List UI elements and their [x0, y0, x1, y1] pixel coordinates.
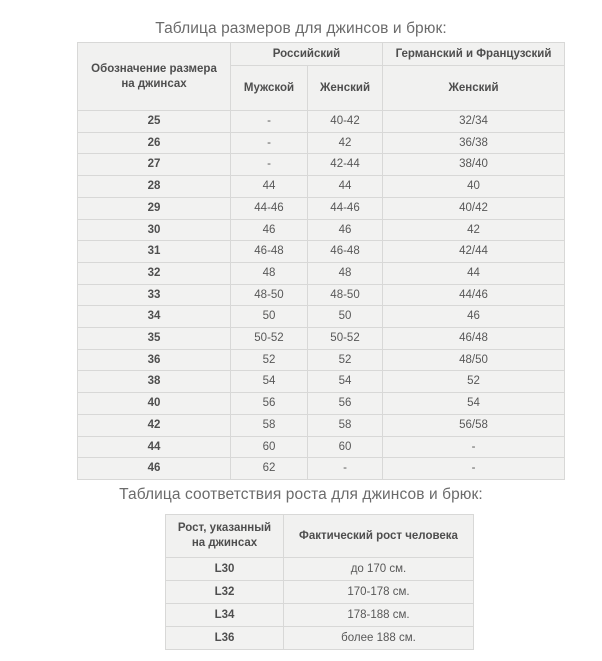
cell-ru-female: 56: [308, 393, 383, 415]
cell-ru-female: 44-46: [308, 197, 383, 219]
cell-ru-male: 50-52: [231, 328, 308, 350]
cell-de-fr: 36/38: [383, 132, 565, 154]
cell-ru-male: 50: [231, 306, 308, 328]
table-row: [78, 458, 565, 480]
cell-ru-female: 50: [308, 306, 383, 328]
size-code: 44: [78, 436, 231, 458]
cell-de-fr: 44/46: [383, 284, 565, 306]
size-code: 34: [78, 306, 231, 328]
sizes-header-group-row: [78, 43, 565, 66]
cell-ru-female: 52: [308, 349, 383, 371]
table-row: [78, 371, 565, 393]
actual-height: до 170 см.: [284, 558, 474, 581]
cell-ru-male: 58: [231, 414, 308, 436]
cell-ru-female: 54: [308, 371, 383, 393]
size-code: 31: [78, 241, 231, 263]
table-row: [78, 176, 565, 198]
cell-ru-female: 44: [308, 176, 383, 198]
height-code: L36: [166, 627, 284, 650]
cell-de-fr: 32/34: [383, 111, 565, 133]
cell-de-fr: 46: [383, 306, 565, 328]
table-row: [78, 197, 565, 219]
cell-ru-male: 48: [231, 262, 308, 284]
cell-ru-female: 46: [308, 219, 383, 241]
cell-ru-male: 46-48: [231, 241, 308, 263]
table-row: [78, 262, 565, 284]
cell-de-fr: 54: [383, 393, 565, 415]
sizes-header-corner-line2: на джинсах: [121, 77, 187, 90]
size-code: 29: [78, 197, 231, 219]
heights-header-corner-line1: Рост, указанный: [177, 522, 272, 534]
cell-ru-male: 56: [231, 393, 308, 415]
cell-de-fr: 38/40: [383, 154, 565, 176]
heights-header-actual: Фактический рост человека: [284, 515, 474, 558]
cell-ru-female: 48-50: [308, 284, 383, 306]
cell-de-fr: 44: [383, 262, 565, 284]
size-code: 25: [78, 111, 231, 133]
size-code: 38: [78, 371, 231, 393]
size-code: 28: [78, 176, 231, 198]
cell-ru-male: 46: [231, 219, 308, 241]
jeans-sizes-table: [77, 42, 565, 480]
cell-ru-male: 44: [231, 176, 308, 198]
height-code: L30: [166, 558, 284, 581]
cell-ru-female: 48: [308, 262, 383, 284]
cell-ru-female: 40-42: [308, 111, 383, 133]
heights-header-corner: [166, 515, 284, 558]
table-row: [166, 558, 474, 581]
actual-height: 170-178 см.: [284, 581, 474, 604]
cell-ru-female: 58: [308, 414, 383, 436]
table-row: [78, 111, 565, 133]
size-code: 46: [78, 458, 231, 480]
size-code: 30: [78, 219, 231, 241]
sizes-header-group-german-french: Германский и Французский: [383, 43, 565, 66]
table-row: [78, 306, 565, 328]
sizes-header-sub-male: Мужской: [231, 66, 308, 111]
height-code: L32: [166, 581, 284, 604]
jeans-heights-table: [165, 514, 474, 650]
size-code: 33: [78, 284, 231, 306]
cell-de-fr: 40: [383, 176, 565, 198]
table-row: [166, 627, 474, 650]
cell-de-fr: -: [383, 436, 565, 458]
heights-header-row: [166, 515, 474, 558]
table-row: [166, 604, 474, 627]
cell-ru-male: 62: [231, 458, 308, 480]
cell-de-fr: 42: [383, 219, 565, 241]
sizes-header-group-russian: Российский: [231, 43, 383, 66]
cell-ru-female: 60: [308, 436, 383, 458]
table-row: [78, 241, 565, 263]
cell-ru-female: 50-52: [308, 328, 383, 350]
size-code: 35: [78, 328, 231, 350]
size-code: 27: [78, 154, 231, 176]
actual-height: более 188 см.: [284, 627, 474, 650]
size-code: 42: [78, 414, 231, 436]
sizes-header-corner-line1: Обозначение размера: [91, 62, 217, 75]
cell-ru-female: -: [308, 458, 383, 480]
table-row: [78, 132, 565, 154]
cell-ru-male: -: [231, 132, 308, 154]
cell-ru-male: 54: [231, 371, 308, 393]
cell-ru-male: 44-46: [231, 197, 308, 219]
cell-ru-female: 42-44: [308, 154, 383, 176]
size-code: 40: [78, 393, 231, 415]
cell-de-fr: 56/58: [383, 414, 565, 436]
heights-header-corner-line2: на джинсах: [191, 537, 258, 549]
cell-ru-male: -: [231, 111, 308, 133]
size-code: 36: [78, 349, 231, 371]
heights-table-head: [166, 515, 474, 558]
table-row: [78, 154, 565, 176]
actual-height: 178-188 см.: [284, 604, 474, 627]
cell-ru-male: -: [231, 154, 308, 176]
table-row: [166, 581, 474, 604]
cell-ru-female: 42: [308, 132, 383, 154]
heights-table-body: [166, 558, 474, 650]
cell-ru-male: 52: [231, 349, 308, 371]
heights-table-title: Таблица соответствия роста для джинсов и брюк:: [119, 486, 483, 503]
sizes-table-head: [78, 43, 565, 111]
sizes-table-title: Таблица размеров для джинсов и брюк:: [155, 20, 447, 37]
cell-de-fr: 42/44: [383, 241, 565, 263]
sizes-header-sub-female: Женский: [308, 66, 383, 111]
cell-ru-male: 48-50: [231, 284, 308, 306]
sizes-header-corner: [78, 43, 231, 111]
cell-de-fr: 52: [383, 371, 565, 393]
sizes-header-sub-female-de: Женский: [383, 66, 565, 111]
table-row: [78, 393, 565, 415]
table-row: [78, 349, 565, 371]
cell-de-fr: 40/42: [383, 197, 565, 219]
table-row: [78, 219, 565, 241]
cell-de-fr: -: [383, 458, 565, 480]
table-row: [78, 414, 565, 436]
height-code: L34: [166, 604, 284, 627]
table-row: [78, 284, 565, 306]
size-code: 26: [78, 132, 231, 154]
cell-ru-female: 46-48: [308, 241, 383, 263]
cell-ru-male: 60: [231, 436, 308, 458]
size-code: 32: [78, 262, 231, 284]
cell-de-fr: 48/50: [383, 349, 565, 371]
sizes-table-body: [78, 111, 565, 480]
cell-de-fr: 46/48: [383, 328, 565, 350]
table-row: [78, 436, 565, 458]
table-row: [78, 328, 565, 350]
